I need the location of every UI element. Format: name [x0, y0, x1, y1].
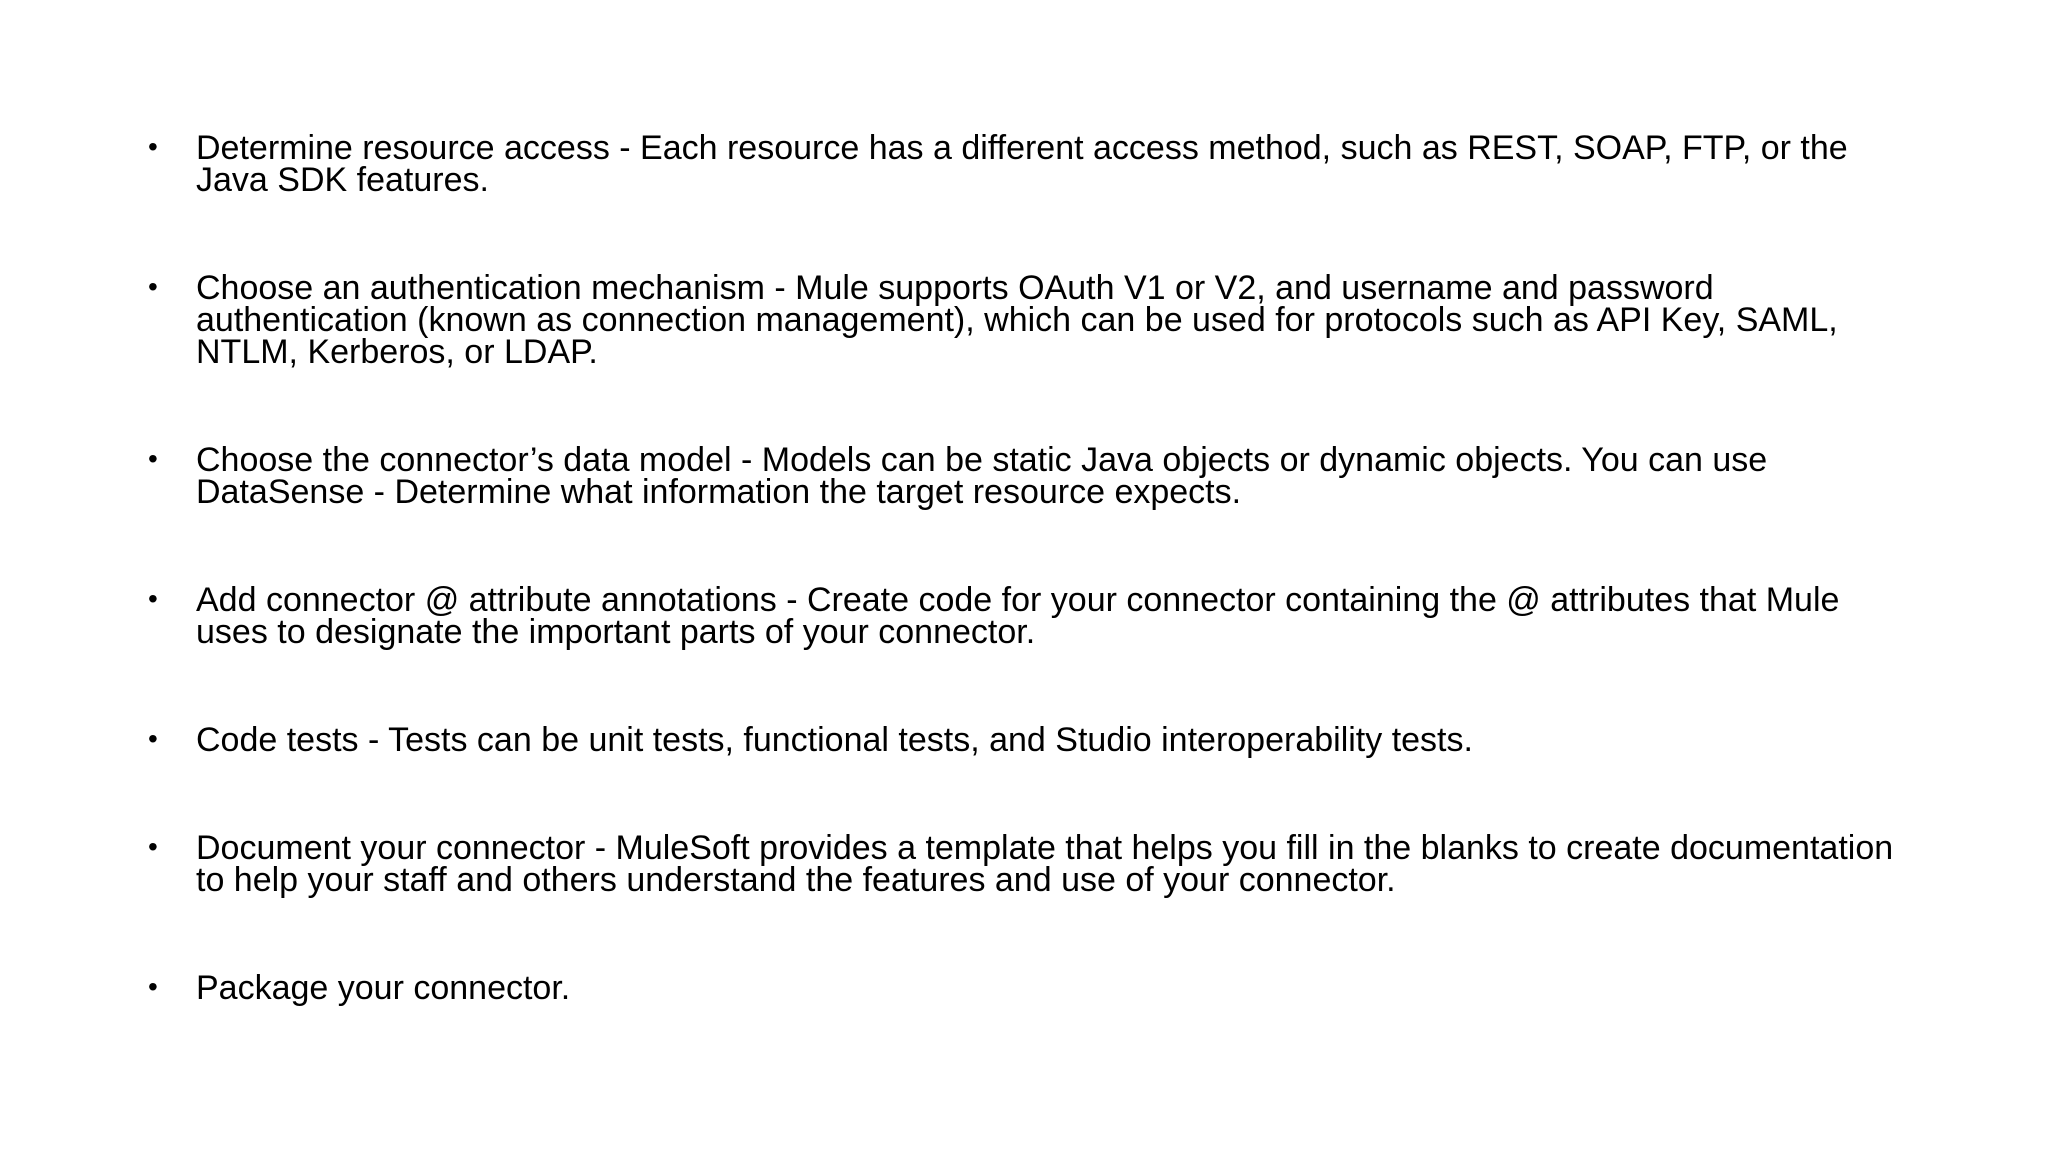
bullet-text: Choose the connector’s data model - Models can be static Java objects or dynamic objects. You can use DataSense - Determine what information the target resource expects. [196, 441, 1768, 511]
bullet-list [148, 129, 1908, 1007]
list-item [148, 581, 1908, 651]
list-item [148, 129, 1908, 199]
list-item [148, 969, 1908, 1007]
bullet-icon: • [148, 831, 158, 862]
bullet-icon: • [148, 971, 158, 1002]
bullet-text: Add connector @ attribute annotations - Create code for your connector containing the @ attributes that Mule uses to designate the important parts of your connector. [196, 581, 1840, 651]
bullet-icon: • [148, 271, 158, 302]
bullet-text: Package your connector. [196, 969, 571, 1007]
list-item [148, 829, 1908, 899]
bullet-icon: • [148, 583, 158, 614]
bullet-text: Document your connector - MuleSoft provides a template that helps you fill in the blanks to create documentation to help your staff and others understand the features and use of your connector. [196, 829, 1894, 899]
bullet-icon: • [148, 443, 158, 474]
list-item [148, 441, 1908, 511]
bullet-icon: • [148, 131, 158, 162]
bullet-text: Choose an authentication mechanism - Mule supports OAuth V1 or V2, and username and password authentication (known as connection management), which can be used for protocols such as API Key, SAML, NTLM, Kerberos, or LDAP. [196, 269, 1838, 371]
list-item [148, 269, 1908, 371]
list-item [148, 721, 1908, 759]
bullet-icon: • [148, 723, 158, 754]
bullet-text: Code tests - Tests can be unit tests, functional tests, and Studio interoperability tests. [196, 721, 1473, 759]
bullet-text: Determine resource access - Each resource has a different access method, such as REST, SOAP, FTP, or the Java SDK features. [196, 129, 1848, 199]
